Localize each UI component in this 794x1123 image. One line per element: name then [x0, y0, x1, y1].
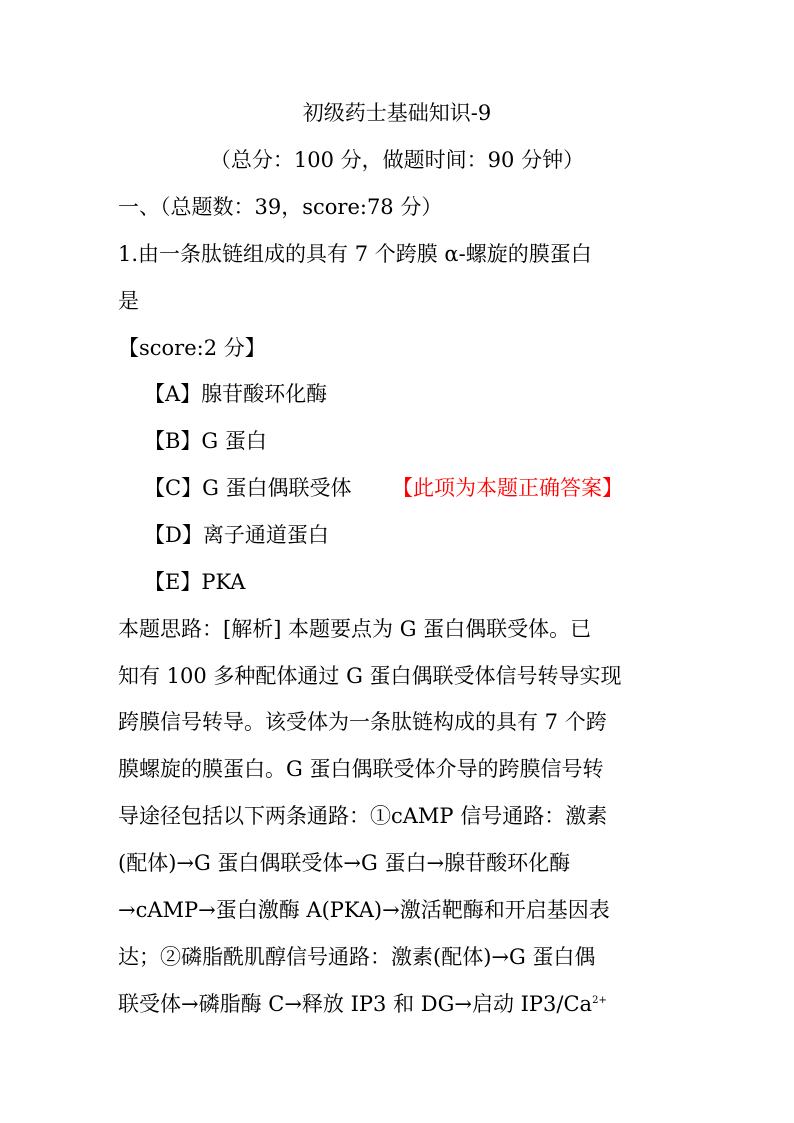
option-b: 【B】G 蛋白: [144, 429, 267, 453]
document-subtitle: （总分：100 分，做题时间：90 分钟）: [209, 148, 585, 172]
option-e: 【E】PKA: [144, 570, 246, 594]
analysis-line: (配体)→G 蛋白偶联受体→G 蛋白→腺苷酸环化酶: [118, 851, 571, 875]
analysis-line-last: [118, 994, 607, 1015]
question-stem-line-1: 1.由一条肽链组成的具有 7 个跨膜 α-螺旋的膜蛋白: [118, 242, 592, 266]
correct-answer-note: 【此项为本题正确答案】: [392, 476, 623, 500]
question-score: 【score:2 分】: [118, 336, 266, 360]
option-c-label: 【C】G 蛋白偶联受体: [144, 476, 352, 500]
analysis-line: 导途径包括以下两条通路：①cAMP 信号通路：激素: [118, 804, 608, 828]
section-heading: 一、（总题数：39，score:78 分）: [118, 195, 443, 219]
analysis-line: 达；②磷脂酰肌醇信号通路：激素(配体)→G 蛋白偶: [118, 945, 596, 969]
option-d: 【D】离子通道蛋白: [144, 523, 329, 547]
superscript-charge: 2+: [592, 995, 607, 1006]
analysis-line: →cAMP→蛋白激酶 A(PKA)→激活靶酶和开启基因表: [118, 898, 610, 922]
analysis-line: 膜螺旋的膜蛋白。G 蛋白偶联受体介导的跨膜信号转: [118, 757, 604, 781]
question-stem-line-2: 是: [118, 289, 139, 313]
analysis-line-last-text: 联受体→磷脂酶 C→释放 IP3 和 DG→启动 IP3/Ca: [118, 992, 593, 1016]
document-title: 初级药士基础知识-9: [302, 101, 492, 125]
option-a: 【A】腺苷酸环化酶: [144, 382, 328, 406]
analysis-line: 本题思路：[解析] 本题要点为 G 蛋白偶联受体。已: [118, 617, 592, 641]
analysis-line: 知有 100 多种配体通过 G 蛋白偶联受体信号转导实现: [118, 664, 622, 688]
analysis-line: 跨膜信号转导。该受体为一条肽链构成的具有 7 个跨: [118, 710, 607, 734]
option-c: [144, 476, 623, 500]
